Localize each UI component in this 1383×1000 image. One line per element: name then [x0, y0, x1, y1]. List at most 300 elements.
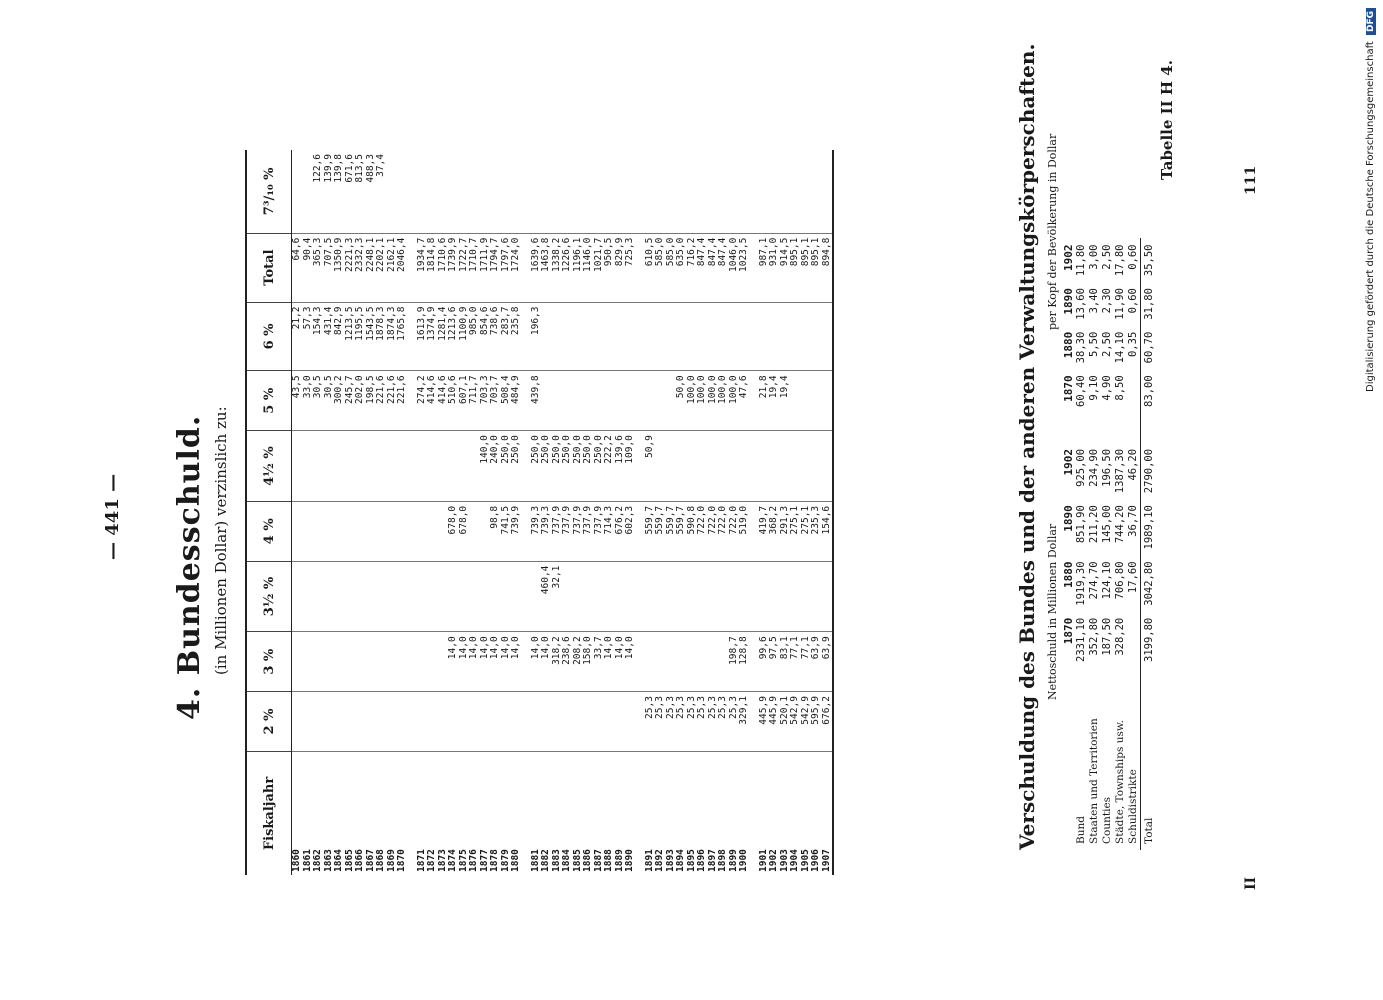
net-debt-value: 187,50	[1101, 617, 1113, 656]
value-cell: 2248,1	[366, 233, 377, 302]
fiscal-year-cell: 1905	[801, 751, 812, 875]
value-cell	[324, 501, 335, 561]
net-debt-value: 3199,80	[1141, 612, 1157, 668]
value-cell: 737,9	[562, 501, 573, 561]
fiscal-year-cell: 1890	[625, 751, 636, 875]
per-capita-value: 11,80	[1075, 244, 1087, 277]
margin-mark: II	[1243, 876, 1259, 890]
value-cell: 222,2	[604, 431, 615, 502]
value-cell: 122,6	[312, 154, 323, 183]
per-capita-value: 13,60	[1075, 288, 1087, 320]
value-cell: 1710,6	[438, 233, 449, 302]
value-cell	[387, 501, 398, 561]
value-cell	[769, 431, 780, 502]
value-cell	[739, 302, 750, 371]
value-cell	[769, 150, 780, 233]
per-capita-value: 2,30	[1101, 288, 1113, 314]
value-cell	[552, 692, 563, 752]
value-cell	[397, 501, 408, 561]
value-cell	[552, 150, 563, 233]
value-cell: 37,4	[375, 154, 386, 177]
value-cell: 585,0	[655, 233, 666, 302]
value-cell	[801, 561, 812, 632]
value-cell	[313, 692, 324, 752]
per-capita-value: 4,90	[1101, 375, 1113, 401]
value-cell	[387, 431, 398, 502]
value-cell	[501, 561, 512, 632]
value-cell: 21,2	[292, 302, 303, 371]
net-debt-value: 234,90	[1088, 448, 1100, 487]
value-cell	[615, 371, 626, 431]
value-cell	[292, 561, 303, 632]
value-cell: 14,0	[469, 632, 480, 692]
value-cell: 725,3	[625, 233, 636, 302]
value-cell	[739, 561, 750, 632]
table-row	[697, 150, 708, 875]
value-cell: 559,7	[676, 501, 687, 561]
value-cell	[366, 692, 377, 752]
value-cell	[427, 561, 438, 632]
value-cell	[822, 431, 834, 502]
value-cell	[427, 692, 438, 752]
value-cell	[303, 501, 314, 561]
value-cell	[687, 561, 698, 632]
fiscal-year-cell: 1895	[687, 751, 698, 875]
value-cell	[769, 561, 780, 632]
table-row	[490, 150, 501, 875]
table-row	[790, 150, 801, 875]
value-cell	[822, 302, 834, 371]
value-cell: 1765,8	[397, 302, 408, 371]
column-header: 4½ %	[246, 431, 292, 502]
value-cell	[594, 561, 605, 632]
value-cell	[417, 150, 428, 233]
value-cell	[480, 561, 491, 632]
value-cell	[387, 632, 398, 692]
value-cell: 1046,0	[729, 233, 740, 302]
fiscal-year-cell: 1907	[822, 751, 834, 875]
value-cell	[625, 561, 636, 632]
value-cell: 510,6	[448, 371, 459, 431]
fiscal-year-cell: 1898	[718, 751, 729, 875]
fiscal-year-cell: 1900	[739, 751, 750, 875]
value-cell	[780, 302, 791, 371]
value-cell: 484,9	[511, 371, 522, 431]
value-cell: 250,0	[531, 431, 542, 502]
value-cell	[448, 150, 459, 233]
per-capita-value: 3,40	[1088, 288, 1100, 314]
value-cell	[417, 561, 428, 632]
net-debt-value: 352,80	[1088, 617, 1100, 656]
value-cell	[718, 561, 729, 632]
net-debt-value: 744,20	[1114, 505, 1126, 544]
value-cell	[417, 632, 428, 692]
value-cell: 676,2	[615, 501, 626, 561]
value-cell	[811, 431, 822, 502]
value-cell	[759, 150, 770, 233]
value-cell: 931,0	[769, 233, 780, 302]
value-cell: 250,0	[562, 431, 573, 502]
table-row	[355, 150, 366, 875]
value-cell: 25,3	[687, 692, 698, 752]
value-cell	[708, 431, 719, 502]
value-cell	[573, 692, 584, 752]
value-cell	[376, 431, 387, 502]
value-cell	[615, 692, 626, 752]
value-cell	[687, 632, 698, 692]
fiscal-year-cell: 1876	[469, 751, 480, 875]
value-cell: 2046,4	[397, 233, 408, 302]
value-cell	[676, 632, 687, 692]
value-cell	[562, 150, 573, 233]
value-cell: 1146,0	[583, 233, 594, 302]
value-cell: 520,1	[780, 692, 791, 752]
value-cell	[676, 302, 687, 371]
value-cell: 221,6	[376, 371, 387, 431]
fiscal-year-cell: 1882	[541, 751, 552, 875]
value-cell: 854,6	[480, 302, 491, 371]
value-cell: 703,3	[480, 371, 491, 431]
spacer-cell	[1101, 413, 1114, 443]
value-cell: 1100,9	[459, 302, 470, 371]
value-cell: 198,5	[366, 371, 377, 431]
value-cell	[594, 150, 605, 233]
value-cell	[355, 501, 366, 561]
per-capita-value: 0,60	[1127, 244, 1139, 270]
value-cell: 419,7	[759, 501, 770, 561]
value-cell: 542,9	[801, 692, 812, 752]
value-cell	[345, 692, 356, 752]
value-cell	[822, 150, 834, 233]
value-cell	[666, 632, 677, 692]
value-cell	[604, 371, 615, 431]
value-cell: 1226,6	[562, 233, 573, 302]
value-cell	[427, 150, 438, 233]
value-cell: 33,0	[303, 371, 314, 431]
value-cell	[655, 371, 666, 431]
value-cell	[469, 561, 480, 632]
net-debt-value: 17,60	[1127, 561, 1139, 594]
value-cell: 47,6	[739, 371, 750, 431]
value-cell	[615, 150, 626, 233]
value-cell: 235,8	[511, 302, 522, 371]
value-cell: 2221,3	[345, 233, 356, 302]
value-cell	[480, 150, 491, 233]
column-header: 2 %	[246, 692, 292, 752]
value-cell	[697, 431, 708, 502]
value-cell	[469, 501, 480, 561]
spacer-cell	[522, 692, 531, 752]
value-cell: 368,2	[769, 501, 780, 561]
row-label: Bund	[1075, 816, 1087, 844]
value-cell: 1374,9	[427, 302, 438, 371]
spacer-cell	[408, 692, 417, 752]
value-cell: 1021,7	[594, 233, 605, 302]
net-debt-value: 274,70	[1088, 561, 1100, 600]
fiscal-year-cell: 1862	[313, 751, 324, 875]
value-cell	[822, 561, 834, 632]
spacer-cell	[636, 561, 645, 632]
net-debt-value: 1387,30	[1114, 448, 1126, 494]
value-cell	[324, 692, 335, 752]
value-cell: 14,0	[459, 632, 470, 692]
table-row	[511, 150, 522, 875]
value-cell: 602,3	[625, 501, 636, 561]
value-cell: 559,7	[655, 501, 666, 561]
value-cell	[459, 431, 470, 502]
per-capita-value: 0,60	[1127, 288, 1139, 314]
value-cell: 25,3	[718, 692, 729, 752]
value-cell	[324, 561, 335, 632]
fiscal-year-cell: 1884	[562, 751, 573, 875]
value-cell	[573, 371, 584, 431]
value-cell: 722,0	[718, 501, 729, 561]
table-row	[604, 150, 615, 875]
table-body	[292, 150, 834, 875]
value-cell	[625, 692, 636, 752]
table-row	[334, 150, 345, 875]
value-cell	[387, 561, 398, 632]
value-cell	[376, 561, 387, 632]
per-capita-value: 3,00	[1088, 244, 1100, 270]
value-cell: 14,0	[541, 632, 552, 692]
value-cell: 610,5	[645, 233, 656, 302]
value-cell: 83,1	[780, 632, 791, 692]
value-cell	[292, 431, 303, 502]
page-title: 4. Bundesschuld.	[172, 414, 207, 720]
value-cell	[645, 150, 656, 233]
value-cell: 25,3	[655, 692, 666, 752]
value-cell: 275,1	[790, 501, 801, 561]
value-cell	[811, 150, 822, 233]
value-cell	[801, 371, 812, 431]
table-header-row	[246, 150, 292, 875]
value-cell: 488,3	[364, 154, 376, 183]
net-debt-value: 196,50	[1101, 448, 1113, 487]
value-cell	[448, 692, 459, 752]
value-cell	[376, 692, 387, 752]
column-header: 4 %	[246, 501, 292, 561]
value-cell: 559,7	[645, 501, 656, 561]
value-cell: 99,6	[759, 632, 770, 692]
fiscal-year-cell: 1868	[376, 751, 387, 875]
value-cell: 14,0	[531, 632, 542, 692]
value-cell: 14,0	[448, 632, 459, 692]
value-cell: 722,0	[708, 501, 719, 561]
value-cell	[334, 632, 345, 692]
value-cell	[438, 692, 449, 752]
per-capita-value: 2,50	[1101, 331, 1113, 358]
column-header: 3½ %	[246, 561, 292, 632]
year-header: 1902	[1062, 448, 1075, 476]
value-cell	[438, 561, 449, 632]
value-cell: 365,3	[313, 233, 324, 302]
value-cell: 158,0	[583, 632, 594, 692]
value-cell	[334, 501, 345, 561]
value-cell	[655, 150, 666, 233]
value-cell	[366, 632, 377, 692]
row-label: Staaten und Territorien	[1088, 718, 1100, 844]
value-cell: 985,0	[469, 302, 480, 371]
column-header: 6 %	[246, 302, 292, 371]
value-cell	[501, 150, 512, 233]
value-cell	[811, 371, 822, 431]
value-cell: 842,9	[334, 302, 345, 371]
value-cell: 14,0	[511, 632, 522, 692]
net-debt-value: 851,90	[1075, 505, 1087, 544]
fiscal-year-cell: 1883	[552, 751, 563, 875]
value-cell: 25,3	[708, 692, 719, 752]
value-cell: 595,9	[811, 692, 822, 752]
value-cell	[397, 561, 408, 632]
value-cell: 14,0	[480, 632, 491, 692]
dfg-badge: DFG	[1366, 8, 1376, 35]
value-cell	[615, 561, 626, 632]
row-label: Städte, Townships usw.	[1114, 720, 1126, 844]
value-cell: 2202,1	[376, 233, 387, 302]
value-cell: 318,2	[552, 632, 563, 692]
value-cell	[645, 632, 656, 692]
value-cell	[490, 561, 501, 632]
value-cell	[427, 632, 438, 692]
value-cell	[697, 150, 708, 233]
value-cell	[387, 692, 398, 752]
value-cell	[708, 561, 719, 632]
spacer-cell	[750, 302, 759, 371]
value-cell: 100,0	[718, 371, 729, 431]
year-header: 1870	[1062, 375, 1075, 402]
value-cell: 63,9	[822, 632, 834, 692]
value-cell	[355, 632, 366, 692]
value-cell	[583, 692, 594, 752]
table-row	[822, 150, 834, 875]
value-cell	[345, 501, 356, 561]
value-cell: 245,7	[345, 371, 356, 431]
value-cell: 1711,9	[480, 233, 491, 302]
value-cell: 1814,8	[427, 233, 438, 302]
value-cell: 1463,8	[541, 233, 552, 302]
spacer-cell	[408, 431, 417, 502]
value-cell	[303, 632, 314, 692]
value-cell: 196,3	[531, 302, 542, 371]
value-cell	[655, 632, 666, 692]
per-capita-value: 60,70	[1141, 326, 1157, 370]
value-cell: 739,3	[541, 501, 552, 561]
value-cell	[562, 302, 573, 371]
value-cell	[811, 302, 822, 371]
value-cell	[604, 150, 615, 233]
value-cell: 585,0	[666, 233, 677, 302]
value-cell: 737,9	[573, 501, 584, 561]
value-cell: 1797,6	[501, 233, 512, 302]
value-cell: 291,3	[780, 501, 791, 561]
value-cell	[625, 150, 636, 233]
value-cell	[729, 150, 740, 233]
value-cell: 950,5	[604, 233, 615, 302]
value-cell: 238,6	[562, 632, 573, 692]
fiscal-year-cell: 1867	[366, 751, 377, 875]
value-cell: 1878,3	[376, 302, 387, 371]
net-debt-value: 1989,10	[1141, 499, 1157, 555]
value-cell: 250,0	[573, 431, 584, 502]
value-cell: 25,3	[676, 692, 687, 752]
value-cell: 1350,9	[334, 233, 345, 302]
value-cell	[469, 692, 480, 752]
value-cell: 460,4	[541, 561, 552, 632]
per-capita-value: 8,50	[1114, 375, 1126, 401]
value-cell	[676, 561, 687, 632]
table-row	[562, 150, 573, 875]
value-cell	[366, 431, 377, 502]
value-cell: 77,1	[801, 632, 812, 692]
fiscal-year-cell: 1903	[780, 751, 791, 875]
value-cell	[387, 150, 398, 233]
fiscal-year-cell: 1875	[459, 751, 470, 875]
per-capita-value: 14,10	[1114, 331, 1126, 364]
value-cell: 847,4	[708, 233, 719, 302]
value-cell: 987,1	[759, 233, 770, 302]
net-debt-value: 46,20	[1127, 448, 1139, 481]
value-cell: 14,0	[604, 632, 615, 692]
funding-note: Digitalisierung gefördert durch die Deutsche Forschungsgemeinschaft	[1365, 41, 1376, 392]
value-cell	[655, 561, 666, 632]
value-cell	[729, 561, 740, 632]
value-cell	[604, 302, 615, 371]
value-cell	[562, 371, 573, 431]
page-subtitle: (in Millionen Dollar) verzinslich zu:	[212, 406, 230, 675]
value-cell	[666, 302, 677, 371]
value-cell	[729, 431, 740, 502]
value-cell: 139,9	[322, 154, 334, 183]
value-cell	[448, 431, 459, 502]
value-cell	[666, 561, 677, 632]
spacer-cell	[1127, 413, 1141, 443]
value-cell: 202,0	[355, 371, 366, 431]
value-cell: 274,2	[417, 371, 428, 431]
value-cell: 128,8	[739, 632, 750, 692]
value-cell	[718, 431, 729, 502]
year-header: 1902	[1062, 244, 1075, 271]
value-cell: 19,4	[780, 371, 791, 431]
per-capita-value: 0,35	[1127, 331, 1139, 358]
value-cell: 90,4	[303, 233, 314, 302]
value-cell: 722,0	[729, 501, 740, 561]
value-cell: 414,6	[427, 371, 438, 431]
value-cell	[594, 371, 605, 431]
value-cell	[594, 302, 605, 371]
table-row	[676, 150, 687, 875]
spacer-cell	[636, 150, 645, 233]
value-cell	[697, 302, 708, 371]
fiscal-year-cell: 1897	[708, 751, 719, 875]
per-capita-value: 31,80	[1141, 282, 1157, 326]
value-cell	[552, 302, 563, 371]
value-cell: 737,9	[594, 501, 605, 561]
value-cell: 25,3	[645, 692, 656, 752]
spacer-cell	[1075, 413, 1088, 443]
value-cell	[531, 692, 542, 752]
muni-row	[1075, 239, 1088, 851]
value-cell	[448, 561, 459, 632]
row-label: Schuldistrikte	[1127, 769, 1139, 844]
value-cell	[790, 302, 801, 371]
muni-row	[1114, 239, 1127, 851]
muni-row	[1101, 239, 1114, 851]
value-cell: 1722,7	[459, 233, 470, 302]
value-cell: 109,0	[625, 431, 636, 502]
value-cell	[769, 302, 780, 371]
value-cell: 21,8	[759, 371, 770, 431]
